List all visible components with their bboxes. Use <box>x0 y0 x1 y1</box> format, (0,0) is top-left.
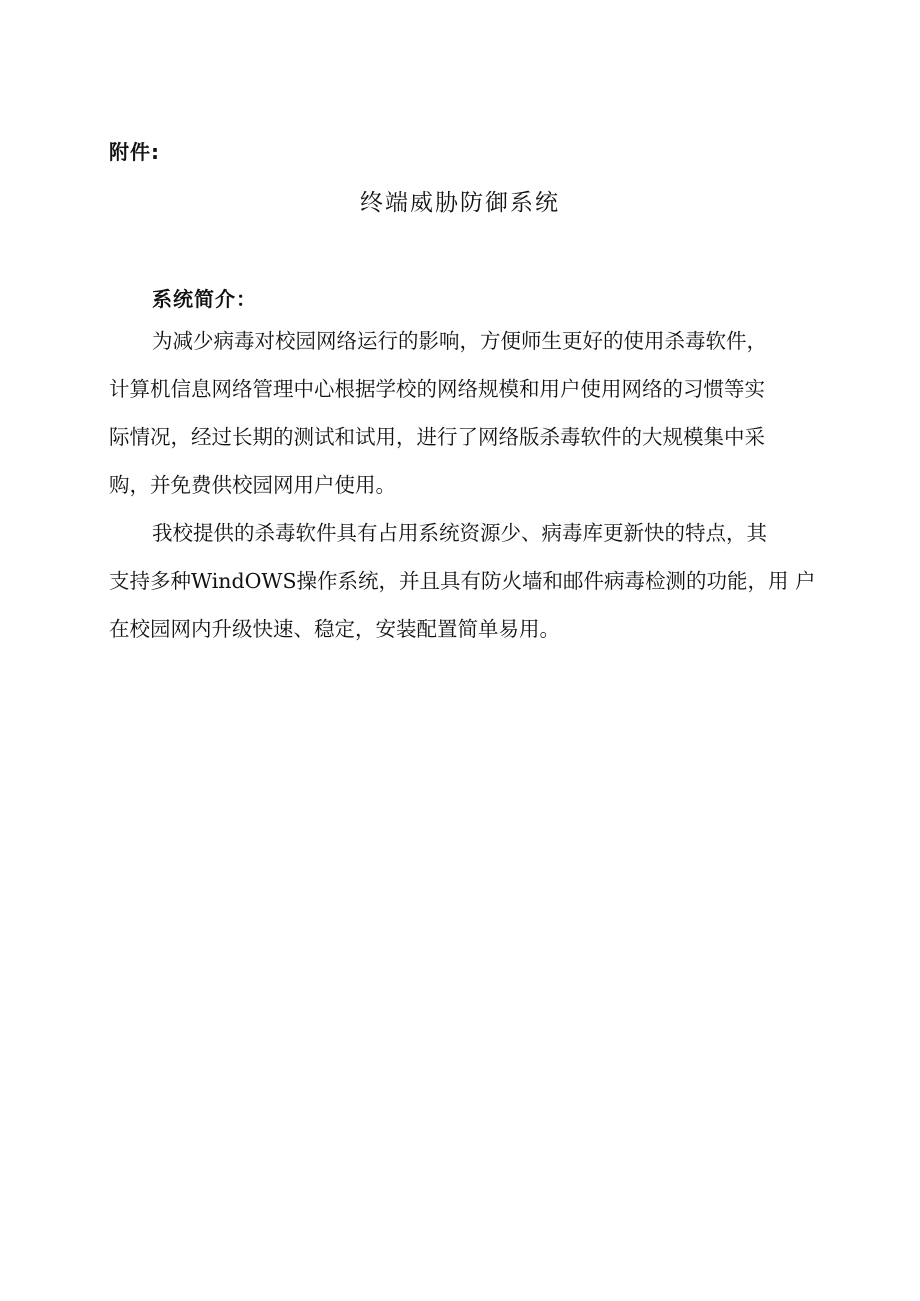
paragraph-line: 际情况，经过长期的测试和试用，进行了网络版杀毒软件的大规模集中采 <box>109 425 765 449</box>
paragraph-line: 为减少病毒对校园网络运行的影响，方便师生更好的使用杀毒软件， <box>152 329 767 353</box>
attachment-label: 附件: <box>109 140 160 164</box>
section-heading: 系统简介： <box>152 287 257 311</box>
paragraph-line: 支持多种WindOWS操作系统，并且具有防火墙和邮件病毒检测的功能，用 户 <box>109 569 816 593</box>
paragraph-line: 我校提供的杀毒软件具有占用系统资源少、病毒库更新快的特点，其 <box>152 521 767 545</box>
paragraph-line: 计算机信息网络管理中心根据学校的网络规模和用户使用网络的习惯等实 <box>109 377 765 401</box>
document-title: 终端威胁防御系统 <box>360 190 560 216</box>
paragraph-line: 购，并免费供校园网用户使用。 <box>109 473 396 497</box>
paragraph-line: 在校园网内升级快速、稳定，安装配置简单易用。 <box>109 617 560 641</box>
